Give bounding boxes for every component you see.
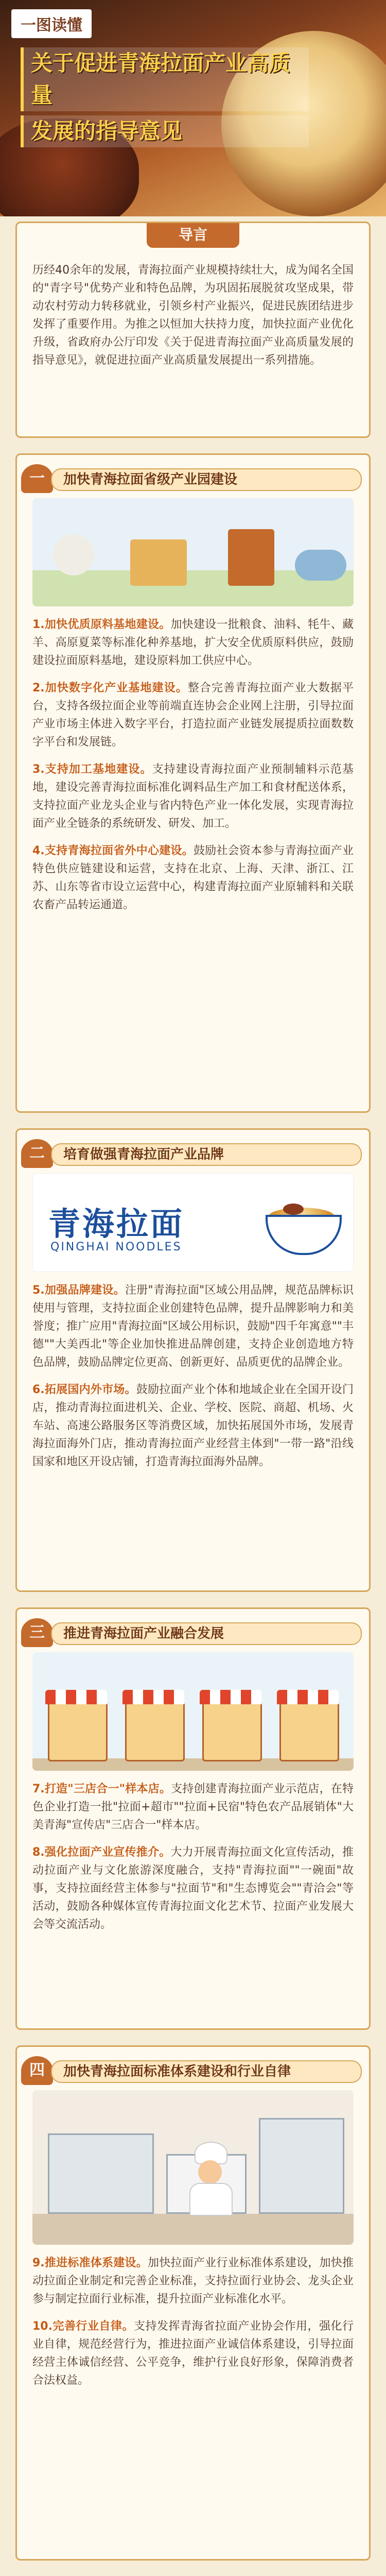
farm-illustration — [32, 498, 354, 606]
factory-illustration — [32, 2090, 354, 2245]
section-number: 一 — [21, 464, 53, 493]
intro-panel — [15, 222, 371, 438]
logo-en-text: QINGHAI NOODLES — [50, 1241, 182, 1253]
item-6: 6.拓展国内外市场。鼓励拉面产业个体和地域企业在全国开设门店，推动青海拉面进机关、企业、学校、医院、商超、机场、火车站、高速公路服务区等消费区域，加快拓展国外市场，发展青海拉面海外门店，推动青海拉面产业经营主体到"一带一路"沿线国家和地区开设店铺，打造青海拉面海外品牌。 — [32, 1383, 354, 1468]
section-4 — [15, 2045, 371, 2561]
section-number: 四 — [21, 2056, 53, 2085]
item-8: 8.强化拉面产业宣传推介。大力开展青海拉面文化宣传活动，推动拉面产业与文化旅游深度融合，支持"青海拉面""一碗面"故事，支持拉面经营主体参与"拉面节"和"生态博览会""青洽会"等活动，鼓励各种媒体宣传青海拉面文化艺术节、拉面产业发展大会等交流活动。 — [32, 1846, 354, 1931]
section-2 — [15, 1128, 371, 1592]
read-badge: 一图读懂 — [11, 9, 92, 38]
section-title: 加快青海拉面省级产业园建设 — [51, 468, 362, 491]
intro-text: 历经40余年的发展，青海拉面产业规模持续壮大，成为闻名全国的"青字号"优势产业和特色品牌，为巩固拓展脱贫攻坚成果，带动农村劳动力转移就业，引领乡村产业振兴，促进民族团结进步发挥了重要作用。为推之以恒加大扶持力度，加快拉面产业优化升级，省政府办公厅印发《关于促进青海拉面产业高质量发展的指导意见》，就促进拉面产业高质量发展提出一系列措施。 — [32, 264, 354, 367]
title-line-2: 发展的指导意见 — [21, 115, 309, 147]
item-9: 9.推进标准体系建设。加快拉面产业行业标准体系建设，加快推动拉面企业制定和完善企业标准，支持拉面行业协会、龙头企业参与制定拉面行业标准，提升拉面产业标准化水平。 — [32, 2257, 354, 2306]
title-line-1: 关于促进青海拉面产业高质量 — [21, 47, 309, 111]
page-title — [21, 47, 309, 151]
section-header — [17, 464, 369, 493]
section-header — [17, 2056, 369, 2085]
logo-cn-text: 青海拉面 — [48, 1205, 185, 1243]
item-7: 7.打造"三店合一"样本店。支持创建青海拉面产业示范店，在特色企业打造一批"拉面+超市""拉面+民宿"特色农产品展销体"大美青海"宣传店"三店合一"样本店。 — [32, 1783, 354, 1832]
section-number: 二 — [21, 1139, 53, 1168]
section-number: 三 — [21, 1618, 53, 1647]
item-10: 10.完善行业自律。支持发挥青海省拉面产业协会作用，强化行业自律，规范经营行为，推进拉面产业诚信体系建设，引导拉面经营主体诚信经营、公平竞争，维护行业良好形象，保障消费者合法权益。 — [32, 2320, 354, 2387]
item-5: 5.加强品牌建设。注册"青海拉面"区域公用品牌，规范品牌标识使用与管理，支持拉面企业创建特色品牌，提升品牌影响力和美誉度；推广应用"青海拉面"区域公用标识，鼓励"四千年寓意""丰德""大美西北"等企业加快推进品牌创建，支持企业创造地方特色品牌，鼓励品牌定位更高、创新更好、品质更优的品牌企业。 — [32, 1284, 354, 1369]
market-stalls-illustration — [32, 1652, 354, 1771]
section-title: 培育做强青海拉面产业品牌 — [51, 1143, 362, 1166]
noodle-bowl-icon — [266, 1194, 338, 1251]
section-title: 加快青海拉面标准体系建设和行业自律 — [51, 2060, 362, 2083]
item-3: 3.支持加工基地建设。支持建设青海拉面产业预制辅料示范基地，建设完善青海拉面标准化调料品生产加工和食材配送体系，支持拉面产业龙头企业与省内特色产业一体化发展，实现青海拉面产业全链条的系统研发、研发、加工。 — [32, 763, 354, 830]
hero-banner — [0, 0, 386, 216]
item-1: 1.加快优质原料基地建设。加快建设一批粮食、油料、牦牛、藏羊、高原夏菜等标准化种养基地，扩大安全优质原料供应，鼓励建设拉面原料基地，建设原料加工供应中心。 — [32, 618, 354, 667]
section-1 — [15, 453, 371, 1113]
item-2: 2.加快数字化产业基地建设。整合完善青海拉面产业大数据平台，支持各级拉面企业等前端直连协会企业网上注册，引导拉面产业市场主体进入数字平台，打造拉面产业链发展提质拉面数数字平台和发展链。 — [32, 682, 354, 749]
intro-label: 导言 — [147, 222, 239, 248]
section-header — [17, 1618, 369, 1647]
item-4: 4.支持青海拉面省外中心建设。鼓励社会资本参与青海拉面产业特色供应链建设和运营，支持在北京、上海、天津、浙江、江苏、山东等省市设立运营中心，构建青海拉面产业原辅料和关联农畜产品转运通道。 — [32, 844, 354, 911]
section-3 — [15, 1607, 371, 2030]
section-header — [17, 1139, 369, 1168]
qinghai-noodles-logo — [32, 1173, 354, 1272]
section-title: 推进青海拉面产业融合发展 — [51, 1622, 362, 1645]
